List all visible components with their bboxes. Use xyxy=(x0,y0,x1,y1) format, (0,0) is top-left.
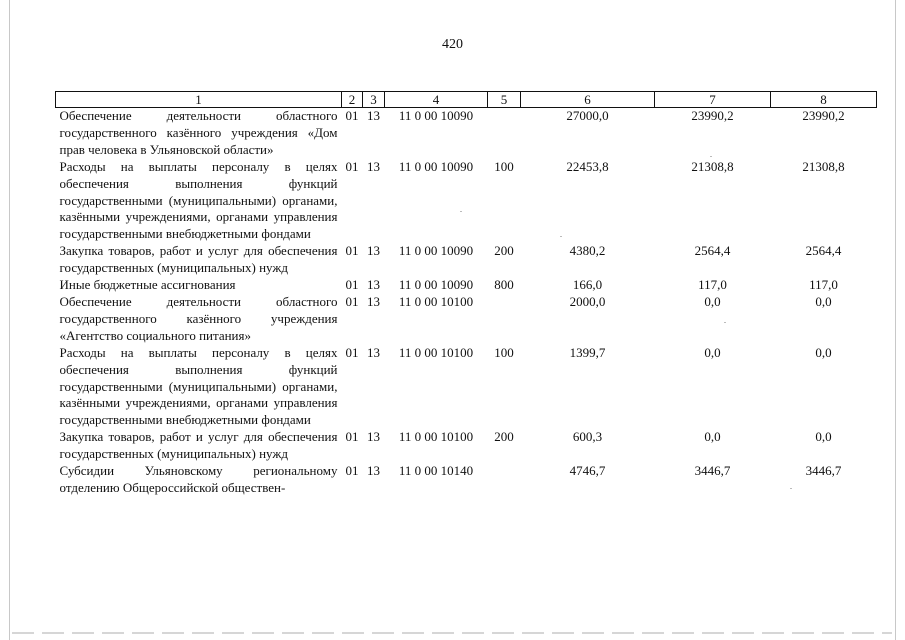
subsection-cell: 13 xyxy=(367,463,380,479)
amount-col8-cell: 3446,7 xyxy=(805,463,842,479)
scan-speck xyxy=(790,488,792,489)
column-header-7: 7 xyxy=(655,92,771,108)
subsection-cell: 13 xyxy=(367,158,380,174)
table-row xyxy=(56,108,877,159)
table-row xyxy=(56,429,877,463)
table-row xyxy=(56,159,877,244)
expense-type-cell: 100 xyxy=(494,158,514,174)
expense-type-cell: 200 xyxy=(494,243,514,259)
scan-speck xyxy=(710,156,712,157)
section-cell: 01 xyxy=(345,463,359,479)
scan-speck xyxy=(560,236,562,237)
amount-col7-cell: 3446,7 xyxy=(694,463,731,479)
budget-table xyxy=(55,91,877,497)
page-number: 420 xyxy=(442,37,463,52)
row-name-cell: Субсидии Ульяновскому региональному отделению Общероссийской обществен- xyxy=(59,463,338,495)
target-item-cell: 11 0 00 10090 xyxy=(398,108,474,123)
amount-col8-cell: 2564,4 xyxy=(805,243,842,259)
amount-col7-cell: 0,0 xyxy=(704,344,721,360)
target-item-cell: 11 0 00 10090 xyxy=(398,277,474,293)
amount-col6-cell: 4746,7 xyxy=(569,463,606,479)
target-item-cell: 11 0 00 10100 xyxy=(398,293,474,309)
amount-col6-cell: 2000,0 xyxy=(569,293,606,309)
row-name-cell: Обеспечение деятельности областного государственного казённого учреждения «Дом прав человека в Ульяновской области» xyxy=(59,108,338,157)
scan-edge-right xyxy=(895,0,896,640)
row-name-cell: Обеспечение деятельности областного государственного казённого учреждения «Агентство социального питания» xyxy=(59,293,338,343)
scan-edge-left xyxy=(9,0,10,640)
table-row xyxy=(56,463,877,497)
amount-col7-cell: 21308,8 xyxy=(691,158,734,174)
amount-col8-cell: 0,0 xyxy=(815,344,832,360)
scan-speck xyxy=(460,211,462,212)
amount-col8-cell: 0,0 xyxy=(815,429,832,445)
row-name-cell: Расходы на выплаты персоналу в целях обеспечения выполнения функций государственными (муниципальными) органами, казёнными учреждениями, органами управления государственными внебюджетными фондами xyxy=(59,344,338,428)
section-cell: 01 xyxy=(345,429,359,445)
row-name-cell: Иные бюджетные ассигнования xyxy=(59,277,236,293)
amount-col7-cell: 23990,2 xyxy=(691,108,734,123)
scan-speck xyxy=(724,322,726,323)
expense-type-cell xyxy=(488,294,521,345)
column-header-3: 3 xyxy=(363,92,385,108)
table-header-row xyxy=(56,92,877,108)
expense-type-cell: 100 xyxy=(494,344,514,360)
expense-type-cell: 200 xyxy=(494,429,514,445)
row-name-cell: Закупка товаров, работ и услуг для обеспечения государственных (муниципальных) нужд xyxy=(59,243,338,276)
amount-col6-cell: 27000,0 xyxy=(566,108,609,123)
amount-col6-cell: 22453,8 xyxy=(566,158,609,174)
section-cell: 01 xyxy=(345,108,359,123)
scan-bleed xyxy=(12,632,892,634)
section-cell: 01 xyxy=(345,277,359,293)
column-header-2: 2 xyxy=(342,92,363,108)
amount-col8-cell: 23990,2 xyxy=(802,108,845,123)
amount-col8-cell: 117,0 xyxy=(809,277,838,293)
row-name-cell: Закупка товаров, работ и услуг для обеспечения государственных (муниципальных) нужд xyxy=(59,429,338,462)
column-header-5: 5 xyxy=(488,92,521,108)
amount-col7-cell: 117,0 xyxy=(698,277,727,293)
amount-col6-cell: 1399,7 xyxy=(569,344,606,360)
section-cell: 01 xyxy=(345,293,359,309)
subsection-cell: 13 xyxy=(367,277,380,293)
table-row xyxy=(56,345,877,430)
column-header-4: 4 xyxy=(385,92,488,108)
target-item-cell: 11 0 00 10100 xyxy=(398,344,474,360)
table-row xyxy=(56,294,877,345)
expense-type-cell: 800 xyxy=(494,277,514,293)
table-row xyxy=(56,243,877,277)
column-header-8: 8 xyxy=(771,92,877,108)
amount-col6-cell: 4380,2 xyxy=(569,243,606,259)
section-cell: 01 xyxy=(345,344,359,360)
expense-type-cell xyxy=(488,108,521,159)
amount-col6-cell: 600,3 xyxy=(572,429,603,445)
amount-col8-cell: 0,0 xyxy=(815,293,832,309)
target-item-cell: 11 0 00 10140 xyxy=(398,463,474,479)
table-row xyxy=(56,277,877,294)
section-cell: 01 xyxy=(345,158,359,174)
subsection-cell: 13 xyxy=(367,429,380,445)
subsection-cell: 13 xyxy=(367,293,380,309)
subsection-cell: 13 xyxy=(367,108,380,123)
subsection-cell: 13 xyxy=(367,243,380,259)
target-item-cell: 11 0 00 10090 xyxy=(398,243,474,259)
row-name-cell: Расходы на выплаты персоналу в целях обеспечения выполнения функций государственными (муниципальными) органами, казёнными учреждениями, органами управления государственными внебюджетными фондами xyxy=(59,158,338,242)
amount-col6-cell: 166,0 xyxy=(572,277,603,293)
column-header-6: 6 xyxy=(521,92,655,108)
amount-col7-cell: 0,0 xyxy=(704,293,721,309)
subsection-cell: 13 xyxy=(367,344,380,360)
target-item-cell: 11 0 00 10100 xyxy=(398,429,474,445)
column-header-1: 1 xyxy=(56,92,342,108)
expense-type-cell xyxy=(488,463,521,497)
target-item-cell: 11 0 00 10090 xyxy=(398,158,474,174)
amount-col8-cell: 21308,8 xyxy=(802,158,845,174)
section-cell: 01 xyxy=(345,243,359,259)
amount-col7-cell: 2564,4 xyxy=(694,243,731,259)
amount-col7-cell: 0,0 xyxy=(704,429,721,445)
